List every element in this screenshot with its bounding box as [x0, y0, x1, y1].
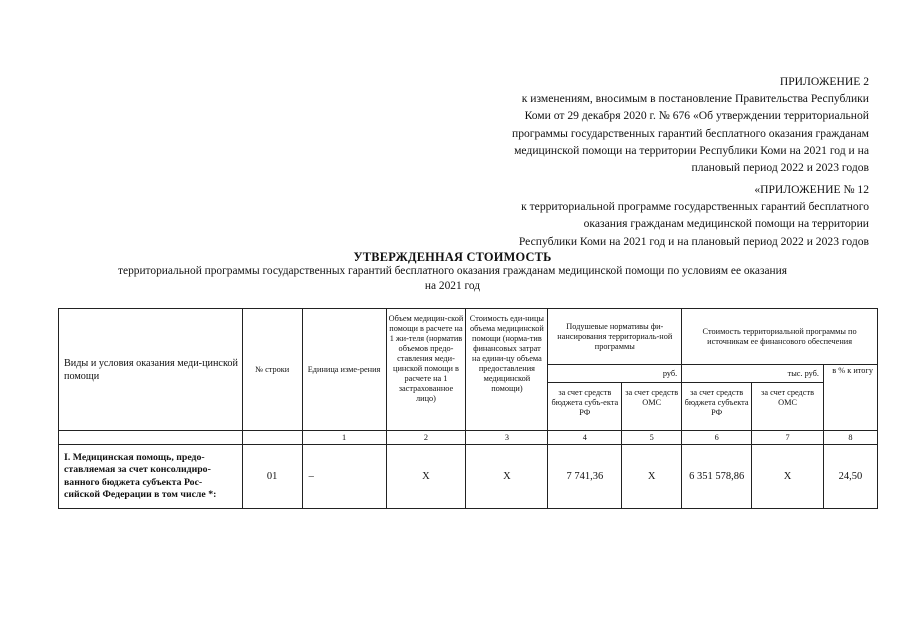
header-budget-rf-long: за счет средств бюджета субъекта РФ	[682, 383, 752, 431]
row-cost-budget: 6 351 578,86	[682, 445, 752, 509]
appendix-2-line: к изменениям, вносимым в постановление Правительства Республики	[521, 92, 869, 106]
appendix-2-line: плановый период 2022 и 2023 годов	[691, 161, 869, 175]
appendix-12-header	[409, 181, 869, 250]
header-per-capita: Подушевые нормативы фи-нансирования территориаль-ной программы	[548, 309, 682, 365]
header-row-no: № строки	[242, 309, 302, 431]
column-number: 5	[622, 431, 682, 445]
row-number: 01	[242, 445, 302, 509]
header-rub: руб.	[548, 365, 682, 383]
header-program-cost: Стоимость территориальной программы по источникам ее финансового обеспечения	[682, 309, 878, 365]
appendix-2-line: Коми от 29 декабря 2020 г. № 676 «Об утверждении территориальной	[524, 109, 869, 123]
column-number	[242, 431, 302, 445]
table-row	[59, 445, 878, 509]
appendix-2-line: программы государственных гарантий бесплатного оказания гражданам	[512, 126, 869, 140]
appendix-2-header	[399, 73, 869, 176]
row-cost-oms: X	[752, 445, 824, 509]
column-number: 3	[466, 431, 548, 445]
document-title: УТВЕРЖДЕННАЯ СТОИМОСТЬ	[353, 250, 552, 264]
header-volume: Объем медицин-ской помощи в расчете на 1 жи-теля (норматив объемов предо-ставления меди-цинской помощи в расчете на 1 застрахованное лицо)	[386, 309, 466, 431]
header-oms-long: за счет средств ОМС	[752, 383, 824, 431]
column-number	[59, 431, 243, 445]
column-number: 6	[682, 431, 752, 445]
row-per-capita-oms: X	[622, 445, 682, 509]
document-subtitle	[0, 264, 905, 294]
column-number: 4	[548, 431, 622, 445]
header-oms: за счет средств ОМС	[622, 383, 682, 431]
header-percent: в % к итогу	[823, 365, 877, 431]
header-budget-rf: за счет средств бюджета субъ-екта РФ	[548, 383, 622, 431]
subtitle-line: территориальной программы государственных гарантий бесплатного оказания гражданам медицинской помощи по условиям ее оказания	[118, 265, 787, 277]
row-unit: –	[302, 445, 386, 509]
column-number: 7	[752, 431, 824, 445]
row-per-capita-budget: 7 741,36	[548, 445, 622, 509]
row-cost-unit: X	[466, 445, 548, 509]
row-type: I. Медицинская помощь, предо-ставляемая за счет консолидиро-ванного бюджета субъекта Рос-сийской Федерации в том числе *:	[59, 445, 243, 509]
appendix-12-line: Республики Коми на 2021 год и на плановый период 2022 и 2023 годов	[518, 234, 869, 248]
appendix-2-title: ПРИЛОЖЕНИЕ 2	[779, 75, 869, 88]
subtitle-line: на 2021 год	[424, 280, 481, 292]
row-percent: 24,50	[823, 445, 877, 509]
header-unit: Единица изме-рения	[302, 309, 386, 431]
header-types: Виды и условия оказания меди-цинской помощи	[59, 309, 243, 431]
appendix-12-line: к территориальной программе государственных гарантий бесплатного	[521, 200, 869, 214]
appendix-2-line: медицинской помощи на территории Республики Коми на 2021 год и на	[514, 143, 869, 157]
appendix-12-line: оказания гражданам медицинской помощи на территории	[583, 217, 869, 231]
header-thous-rub: тыс. руб.	[682, 365, 824, 383]
column-number: 2	[386, 431, 466, 445]
column-number: 8	[823, 431, 877, 445]
header-cost-unit: Стоимость еди-ницы объема медицинской помощи (норма-тив финансовых затрат на едини-цу объема предоставления медицинской помощи)	[466, 309, 548, 431]
cost-table	[58, 308, 878, 509]
row-volume: X	[386, 445, 466, 509]
column-number: 1	[302, 431, 386, 445]
appendix-12-title: «ПРИЛОЖЕНИЕ № 12	[754, 183, 869, 196]
